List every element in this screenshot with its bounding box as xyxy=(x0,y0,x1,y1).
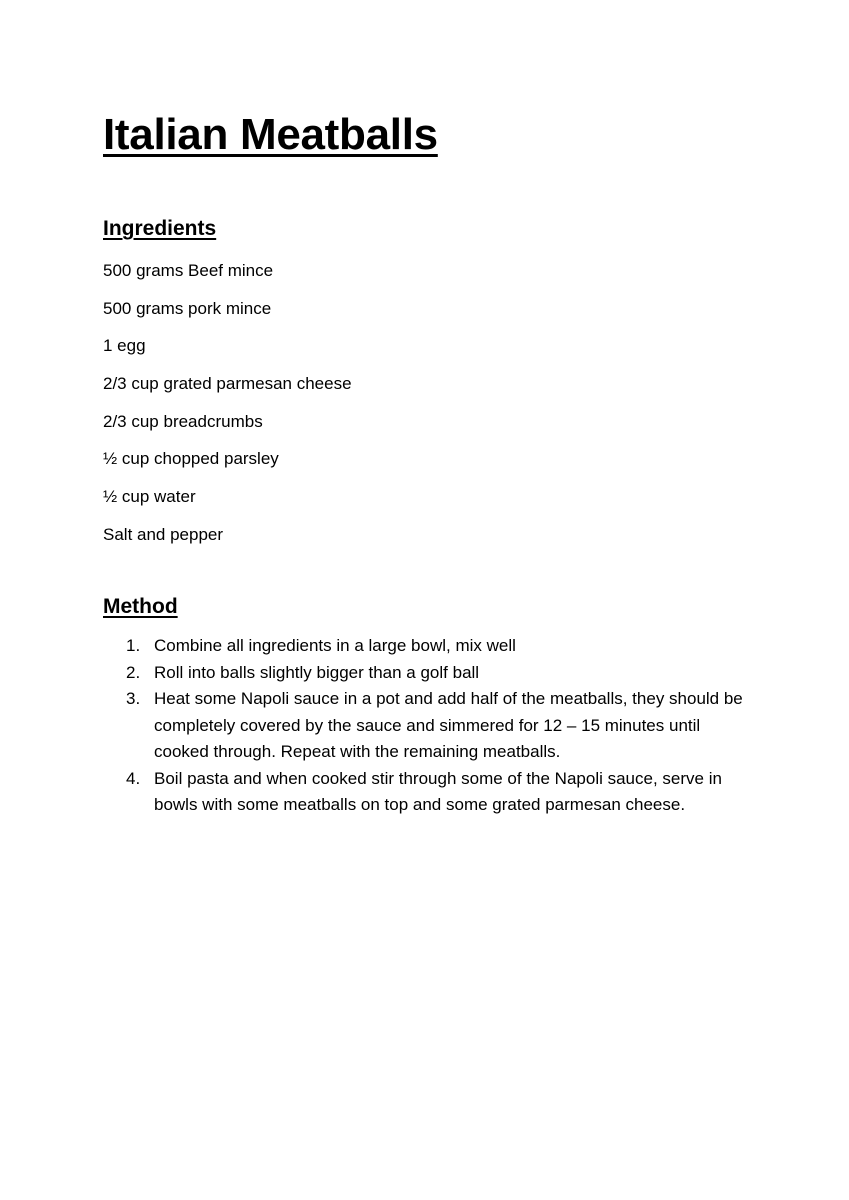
step-text: Boil pasta and when cooked stir through some of the Napoli sauce, serve in bowls with some meatballs on top and some grated parmesan cheese. xyxy=(154,768,722,814)
ingredient-item: 2/3 cup breadcrumbs xyxy=(103,411,263,431)
ingredient-item: ½ cup chopped parsley xyxy=(103,449,279,469)
method-step xyxy=(103,633,803,660)
ingredient-item: 500 grams Beef mince xyxy=(103,261,274,280)
method-step xyxy=(103,766,803,819)
ingredient-item: ½ cup water xyxy=(103,487,196,507)
method-steps-list xyxy=(103,633,803,819)
step-text: Combine all ingredients in a large bowl, mix well xyxy=(154,636,516,655)
ingredient-item: 1 egg xyxy=(103,336,146,356)
method-step xyxy=(103,686,803,766)
recipe-title: Italian Meatballs xyxy=(103,110,438,159)
ingredients-heading: Ingredients xyxy=(103,217,217,240)
method-heading: Method xyxy=(103,595,178,618)
step-number: 4. xyxy=(126,768,141,788)
ingredient-item: 2/3 cup grated parmesan cheese xyxy=(103,374,352,394)
step-number: 3. xyxy=(126,689,141,708)
step-number: 2. xyxy=(126,662,141,682)
ingredient-item: Salt and pepper xyxy=(103,524,224,544)
ingredient-item: 500 grams pork mince xyxy=(103,298,272,318)
step-text: Heat some Napoli sauce in a pot and add half of the meatballs, they should be completely covered by the sauce and simmered for 12 – 15 minutes until cooked through. Repeat with the remaining meatballs. xyxy=(154,689,743,761)
ingredients-list xyxy=(103,259,352,561)
step-number: 1. xyxy=(126,636,141,655)
step-text: Roll into balls slightly bigger than a golf ball xyxy=(154,662,480,682)
method-step xyxy=(103,660,803,687)
